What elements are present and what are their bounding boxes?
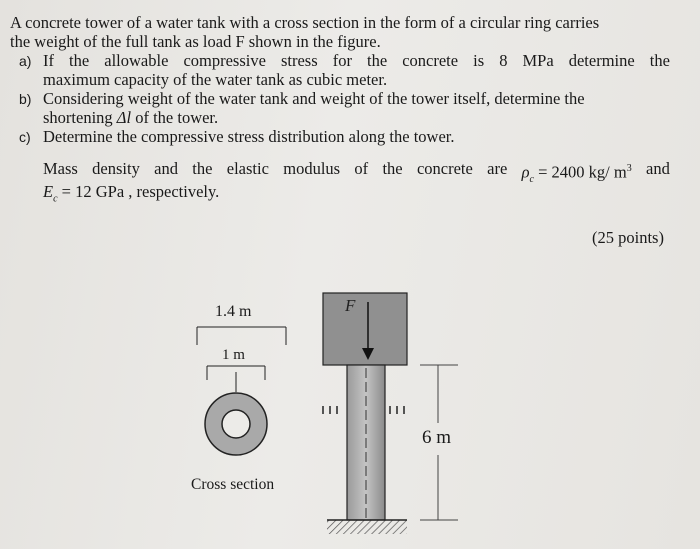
inner-dimension-label: 1 m [222, 347, 245, 363]
part-a-label: a) [19, 53, 32, 69]
part-c-line-3: $E_c = 12$ GPa , respectively. [43, 182, 220, 205]
part-b-line-1: Considering weight of the water tank and weight of the tower itself, determine the [43, 89, 585, 108]
points-label: (25 points) [592, 228, 664, 247]
part-a-line-1: If the allowable compressive stress for the concrete is 8 MPa determine the [43, 51, 670, 70]
intro-line-2: the weight of the full tank as load F shown in the figure. [10, 32, 381, 51]
part-a-line-2: maximum capacity of the water tank as cubic meter. [43, 70, 388, 89]
outer-dimension-line [197, 327, 286, 345]
height-label: 6 m [422, 427, 452, 448]
part-b-line-2: shortening Δl of the tower. [43, 108, 219, 127]
ground-base [327, 520, 407, 534]
part-c-line-1: Determine the compressive stress distribution along the tower. [43, 127, 455, 146]
water-tank [323, 293, 407, 365]
cross-section-label: Cross section [191, 476, 275, 493]
ring-hole [222, 410, 250, 438]
outer-dimension-label: 1.4 m [215, 303, 252, 320]
intro-line-1: A concrete tower of a water tank with a cross section in the form of a circular ring carries [10, 13, 600, 32]
part-c-label: c) [19, 129, 31, 145]
part-b-label: b) [19, 91, 32, 107]
load-label: F [345, 296, 356, 315]
part-c-line-2: Mass density and the elastic modulus of the concrete are $\rho_c = 2400$ kg/ $m^3$ and [43, 159, 670, 185]
